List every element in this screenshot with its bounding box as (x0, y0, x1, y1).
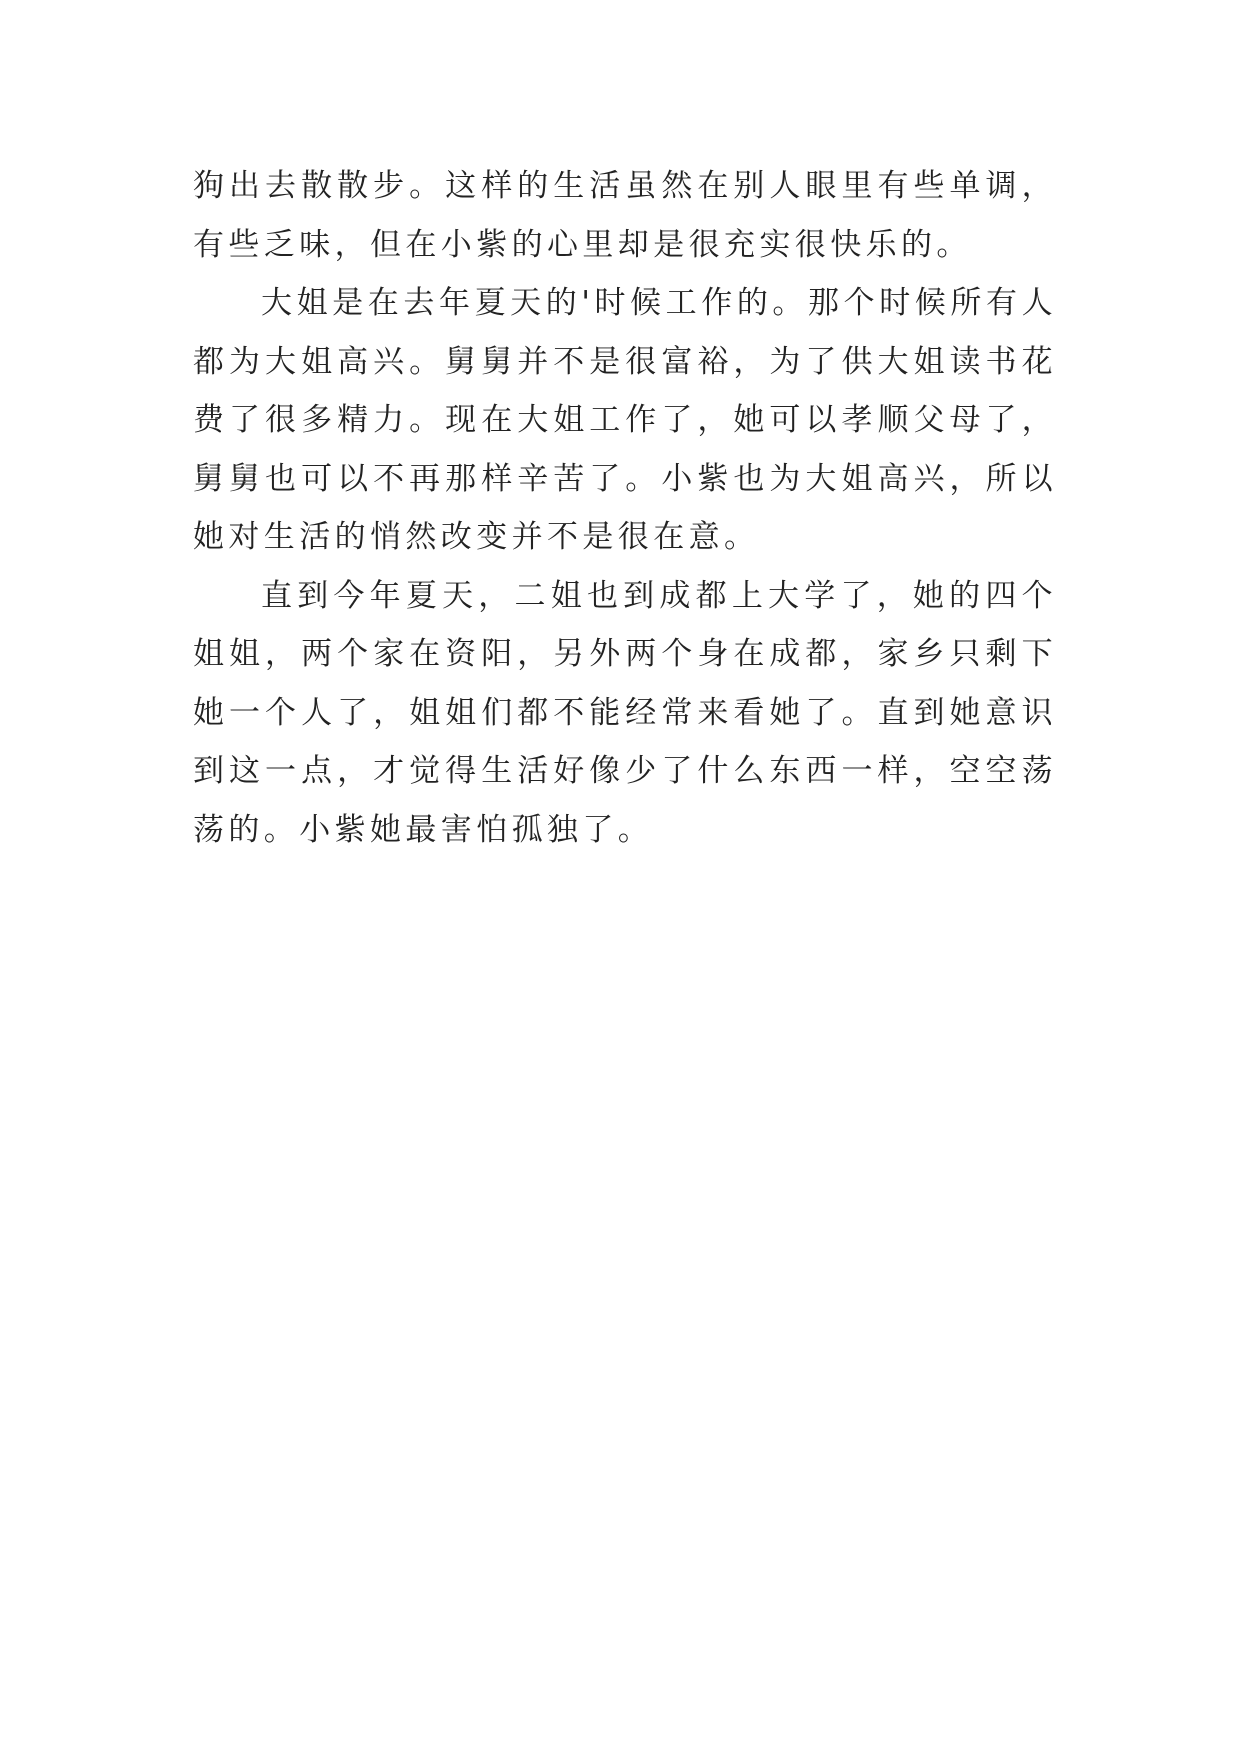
paragraph-2: 大姐是在去年夏天的'时候工作的。那个时候所有人都为大姐高兴。舅舅并不是很富裕，为了供大姐读书花费了很多精力。现在大姐工作了，她可以孝顺父母了，舅舅也可以不再那样辛苦了。小紫也为大姐高兴，所以她对生活的悄然改变并不是很在意。 (193, 285, 1057, 555)
paragraph-1: 狗出去散散步。这样的生活虽然在别人眼里有些单调，有些乏味，但在小紫的心里却是很充实很快乐的。 (193, 168, 1057, 263)
document-body (193, 157, 1057, 859)
paragraph-3: 直到今年夏天，二姐也到成都上大学了，她的四个姐姐，两个家在资阳，另外两个身在成都，家乡只剩下她一个人了，姐姐们都不能经常来看她了。直到她意识到这一点，才觉得生活好像少了什么东西一样，空空荡荡的。小紫她最害怕孤独了。 (193, 577, 1057, 848)
